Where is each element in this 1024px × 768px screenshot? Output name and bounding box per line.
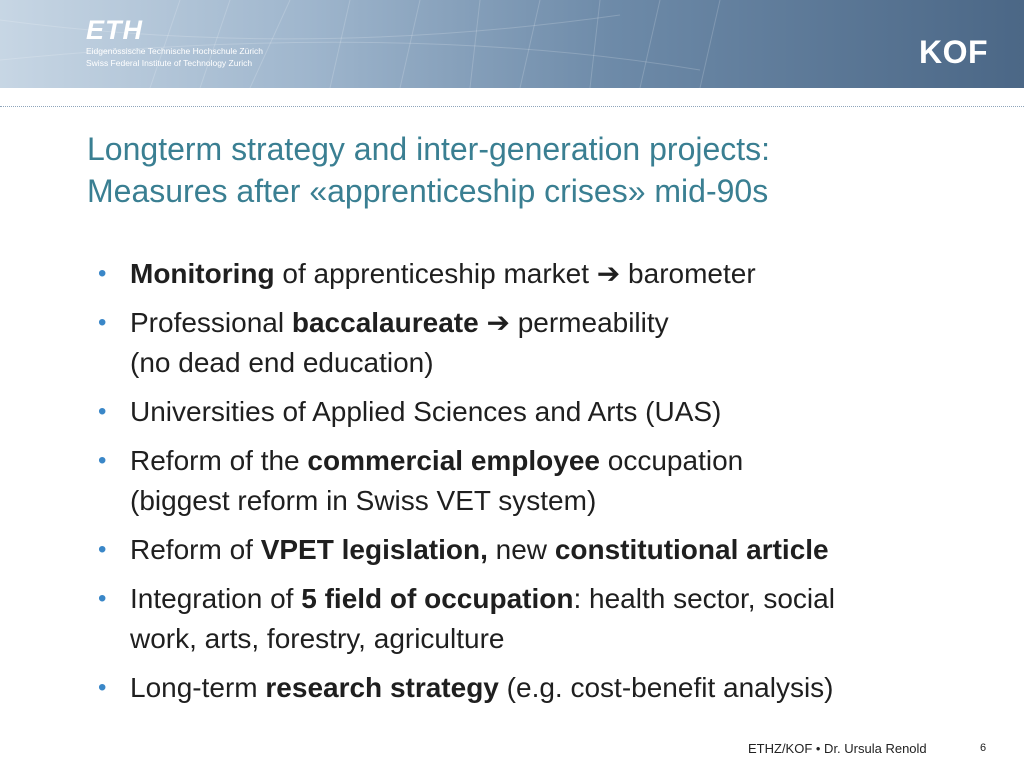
bullet-text-line2: (biggest reform in Swiss VET system) (130, 485, 597, 516)
bullet-item (98, 579, 1008, 659)
bullet-icon: • (98, 309, 107, 336)
arrow-icon: ➔ (486, 307, 510, 338)
bullet-text: barometer (620, 258, 756, 289)
bullet-icon: • (98, 447, 107, 474)
page-number: 6 (980, 742, 987, 754)
kof-logo: KOF (918, 34, 988, 70)
bullet-bold: 5 field of occupation (301, 583, 574, 614)
bullet-bold: Monitoring (130, 258, 275, 289)
bullet-bold: constitutional article (554, 534, 829, 565)
bullet-text: new (487, 534, 555, 565)
bullet-bold: research strategy (265, 672, 499, 703)
bullet-text: of apprenticeship market (274, 258, 597, 289)
footer-text: ETHZ/KOF • Dr. Ursula Renold (748, 741, 927, 756)
bullet-icon: • (98, 260, 107, 287)
eth-name-english: Swiss Federal Institute of Technology Zurich (86, 58, 253, 68)
title-line-1: Longterm strategy and inter-generation projects: (87, 131, 771, 167)
title-line-2: Measures after «apprenticeship crises» mid-90s (87, 173, 769, 209)
bullet-item (98, 254, 1008, 294)
bullet-text: (e.g. cost-benefit analysis) (498, 672, 834, 703)
bullet-item (98, 530, 1008, 570)
bullet-item (98, 392, 1008, 432)
bullet-icon: • (98, 585, 107, 612)
bullet-text-line2: (no dead end education) (130, 347, 434, 378)
bullet-icon: • (98, 674, 107, 701)
bullet-bold: baccalaureate (291, 307, 479, 338)
bullet-text: Reform of the (130, 445, 308, 476)
bullet-text-line2: work, arts, forestry, agriculture (130, 623, 505, 654)
slide-header (0, 0, 1024, 88)
slide-title (87, 128, 987, 212)
bullet-text: occupation (600, 445, 744, 476)
bullet-item (98, 303, 1008, 383)
bullet-text: : health sector, social (573, 583, 835, 614)
bullet-list (98, 254, 1008, 717)
bullet-icon: • (98, 536, 107, 563)
bullet-icon: • (98, 398, 107, 425)
eth-name-german: Eidgenössische Technische Hochschule Zürich (86, 46, 264, 56)
eth-logo: ETH (86, 15, 143, 45)
bullet-bold: VPET legislation, (260, 534, 488, 565)
bullet-text: Reform of (130, 534, 261, 565)
bullet-item (98, 441, 1008, 521)
arrow-icon: ➔ (596, 258, 621, 289)
bullet-text: Professional (130, 307, 292, 338)
bullet-text: permeability (509, 307, 669, 338)
eth-logo-block (86, 15, 264, 69)
bullet-text: Long-term (130, 672, 266, 703)
bullet-bold: commercial employee (307, 445, 600, 476)
bullet-text: Universities of Applied Sciences and Arts (UAS) (130, 396, 722, 427)
header-divider (0, 106, 1024, 107)
bullet-text: Integration of (130, 583, 302, 614)
bullet-item (98, 668, 1008, 708)
